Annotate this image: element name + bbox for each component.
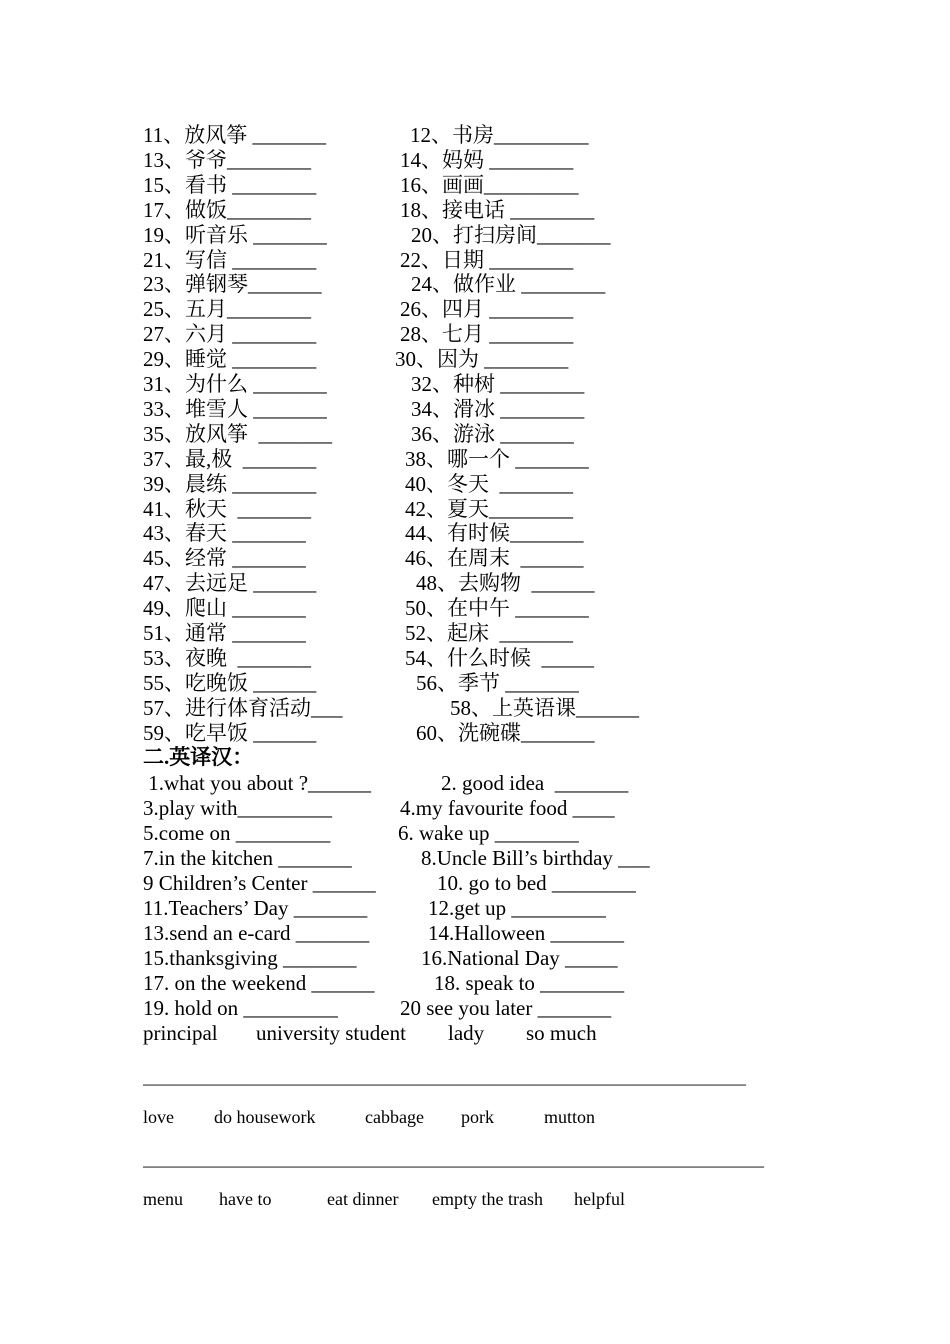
phrase-item-left: 3.play with_________ [143,796,332,820]
vocab-item-left: 55、吃晚饭 ______ [143,670,317,695]
vocab-item-right: 56、季节 _______ [416,670,579,695]
phrase-item-left: 11.Teachers’ Day _______ [143,896,368,920]
answer-line: ___________________________________________________________________ [143,1067,746,1087]
vocab-item-right: 36、游泳 _______ [411,421,574,446]
vocab-item-left: 43、春天 _______ [143,521,306,546]
vocab-item-right: 32、种树 ________ [411,372,585,396]
vocab-item-left: 19、听音乐 _______ [143,222,327,247]
vocab-item-left: 51、通常 _______ [143,621,306,645]
phrase-item-right: 8.Uncle Bill’s birthday ___ [421,846,650,870]
vocab-item-right: 38、哪一个 _______ [405,446,589,471]
phrase-item-right: 18. speak to ________ [434,971,625,995]
vocab-item-right: 16、画画_________ [400,172,579,197]
vocab-item-right: 54、什么时候 _____ [405,645,594,670]
section-heading-english-to-chinese: 二.英译汉： [143,745,254,769]
vocab-item-right: 58、上英语课______ [450,695,639,720]
vocab-item-right: 48、去购物 ______ [416,571,595,596]
vocab-item-left: 35、放风筝 _______ [143,421,332,446]
word-option: eat dinner [327,1189,399,1209]
phrase-item-left: 9 Children’s Center ______ [143,871,376,895]
phrase-item-right: 2. good idea _______ [441,771,629,795]
phrase-item-right: 6. wake up ________ [398,821,579,845]
vocab-item-right: 44、有时候_______ [405,521,584,546]
word-option: mutton [544,1107,596,1127]
vocab-item-right: 18、接电话 ________ [400,197,595,222]
vocab-item-left: 33、堆雪人 _______ [143,396,327,421]
word-option: have to [219,1189,272,1209]
vocab-item-left: 57、进行体育活动___ [143,695,343,720]
vocab-item-right: 30、因为 ________ [395,347,569,372]
word-option: love [143,1107,174,1127]
vocab-item-left: 45、经常 _______ [143,546,306,571]
vocab-item-right: 14、妈妈 ________ [400,147,574,172]
vocab-item-right: 52、起床 _______ [405,621,573,645]
answer-line: _____________________________________________________________________ [143,1149,764,1169]
vocab-item-right: 60、洗碗碟_______ [416,720,595,745]
word-option: empty the trash [432,1189,543,1209]
vocab-item-left: 13、爷爷________ [143,147,311,172]
phrase-item-left: 19. hold on _________ [143,996,338,1020]
word-option: lady [448,1021,485,1045]
phrase-item-left: 1.what you about ?______ [143,771,372,795]
vocab-item-left: 31、为什么 _______ [143,372,327,396]
vocab-item-right: 24、做作业 ________ [411,272,606,297]
phrase-item-right: 20 see you later _______ [400,996,612,1020]
word-option: principal [143,1021,218,1045]
vocab-item-right: 42、夏天________ [405,496,573,521]
phrase-item-right: 10. go to bed ________ [437,871,636,895]
phrase-item-left: 5.come on _________ [143,821,331,845]
word-option: helpful [574,1189,625,1209]
vocab-item-left: 29、睡觉 ________ [143,347,317,372]
vocab-item-left: 39、晨练 ________ [143,471,317,496]
vocab-item-left: 27、六月 ________ [143,322,317,347]
vocab-item-right: 26、四月 ________ [400,297,574,322]
word-option: so much [526,1021,597,1045]
vocab-item-left: 17、做饭________ [143,197,311,222]
vocab-item-left: 11、放风筝 _______ [143,123,326,147]
phrase-item-left: 7.in the kitchen _______ [143,846,352,870]
vocab-item-left: 41、秋天 _______ [143,496,311,521]
phrase-item-right: 12.get up _________ [428,896,606,920]
vocab-item-left: 47、去远足 ______ [143,571,317,596]
word-option: menu [143,1189,183,1209]
vocab-item-right: 50、在中午 _______ [405,596,589,621]
phrase-item-right: 4.my favourite food ____ [400,796,615,820]
vocab-item-right: 12、书房_________ [410,123,589,147]
vocab-item-left: 53、夜晚 _______ [143,645,311,670]
phrase-item-right: 14.Halloween _______ [428,921,624,945]
vocab-item-right: 34、滑冰 ________ [411,396,585,421]
vocab-item-right: 46、在周末 ______ [405,546,584,571]
vocab-item-left: 25、五月________ [143,297,311,322]
phrase-item-left: 17. on the weekend ______ [143,971,375,995]
vocab-item-right: 40、冬天 _______ [405,471,573,496]
vocab-item-left: 37、最,极 _______ [143,446,317,471]
vocab-item-left: 59、吃早饭 ______ [143,720,317,745]
vocab-item-right: 20、打扫房间_______ [411,222,611,247]
word-option: university student [256,1021,406,1045]
word-option: pork [461,1107,494,1127]
word-option: cabbage [365,1107,424,1127]
phrase-item-left: 13.send an e-card _______ [143,921,370,945]
vocab-item-right: 28、七月 ________ [400,322,574,347]
vocab-item-left: 23、弹钢琴_______ [143,272,322,297]
word-option: do housework [214,1107,316,1127]
phrase-item-left: 15.thanksgiving _______ [143,946,357,970]
vocab-item-left: 21、写信 ________ [143,247,317,272]
phrase-item-right: 16.National Day _____ [421,946,618,970]
vocab-item-right: 22、日期 ________ [400,247,574,272]
vocab-item-left: 49、爬山 _______ [143,596,306,621]
vocab-item-left: 15、看书 ________ [143,172,317,197]
